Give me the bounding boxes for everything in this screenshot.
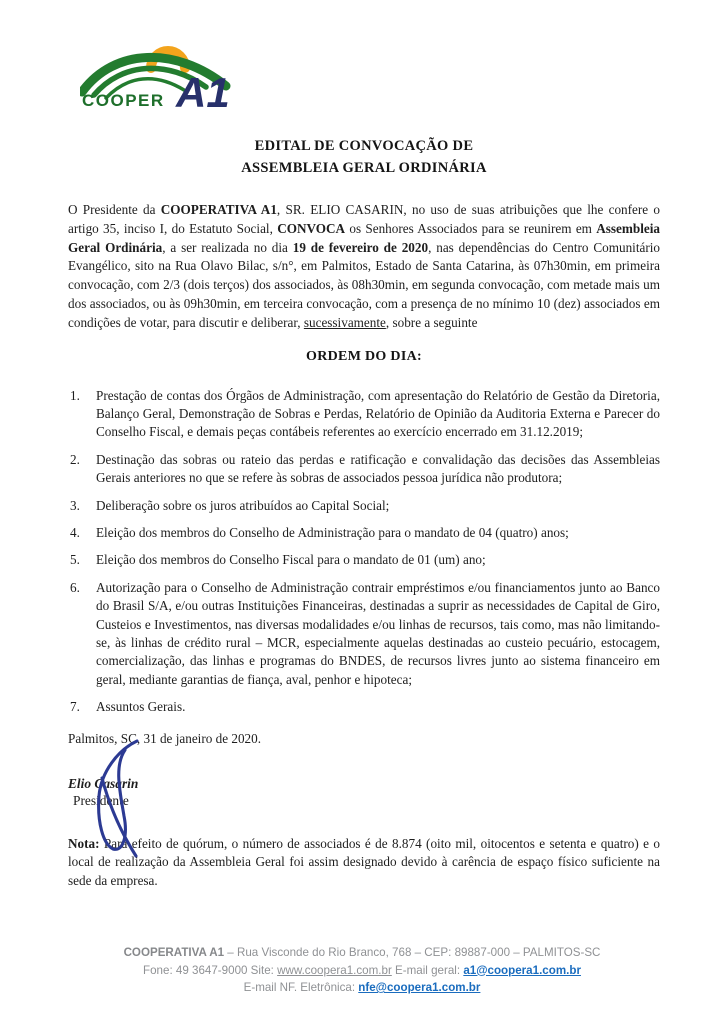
signer-role: Presidente — [73, 792, 129, 808]
agenda-list — [68, 387, 660, 717]
footer — [0, 944, 724, 997]
logo-a1-text: A1 — [176, 69, 230, 108]
document-title — [68, 135, 660, 179]
footer-line-nfe — [0, 979, 724, 997]
text-segment: Fone: 49 3647-9000 Site: — [143, 963, 278, 977]
text-segment: os Senhores Associados para se reunirem em — [345, 220, 597, 236]
cooper-a1-logo — [80, 30, 260, 108]
text-segment: , sobre a seguinte — [385, 314, 478, 330]
footer-link[interactable]: www.coopera1.com.br — [277, 963, 392, 977]
nota-paragraph — [68, 835, 660, 891]
logo-cooper-text: COOPER — [82, 91, 165, 108]
agenda-item-3: Deliberação sobre os juros atribuídos ao Capital Social; — [96, 497, 390, 513]
text-segment: – Rua Visconde do Rio Branco, 768 – CEP: 89887-000 – PALMITOS-SC — [224, 946, 601, 959]
text-segment: 19 de fevereiro de 2020 — [292, 239, 429, 255]
signer-name: Elio Casarin — [68, 775, 139, 791]
signature-block — [68, 775, 660, 809]
text-segment: E-mail geral: — [391, 963, 464, 977]
footer-link[interactable]: nfe@coopera1.com.br — [358, 981, 481, 994]
agenda-item-1: Prestação de contas dos Órgãos de Administração, com apresentação do Relatório de Gestão da Diretoria, Balanço Geral, Demonstração de Sobras e Perdas, Relatório de Opinião da Auditoria Externa e Parecer do Conselho Fiscal, e demais peças contábeis referentes ao exercício encerrado em 31.12.2019; — [96, 387, 660, 440]
text-segment: COOPERATIVA A1 — [123, 946, 225, 959]
text-segment: Para efeito de quórum, o número de associados é de 8.874 (oito mil, oitocentos e setenta e quatro) e o local de realização da Assembleia Geral foi assim designado devido à carência de espaço físico suficiente na sede da empresa. — [68, 835, 660, 889]
title-line-1: EDITAL DE CONVOCAÇÃO DE — [254, 138, 474, 154]
text-segment: O Presidente da — [68, 202, 161, 217]
text-segment: CONVOCA — [277, 220, 346, 236]
text-segment: Nota: — [68, 835, 100, 851]
agenda-item-4: Eleição dos membros do Conselho de Administração para o mandato de 04 (quatro) anos; — [96, 525, 569, 541]
agenda-item-6: Autorização para o Conselho de Administração contrair empréstimos e/ou financiamentos junto ao Banco do Brasil S/A, e/ou outras Instituições Financeiras, destinadas a suprir as necessidades de Capital de Giro, Custeios e Investimentos, nas diversas modalidades e/ou linhas de recursos, tais como, mas não limitando-se, às linhas de crédito rural – MCR, especialmente aquelas destinadas ao custeio pecuário, estocagem, comercialização, das linhas e programas do BNDES, de recursos livres junto ao sistema financeiro em geral, mediante garantias de fiança, aval, penhor e hipoteca; — [96, 579, 660, 687]
footer-line-contact — [0, 962, 724, 980]
footer-line-address — [0, 944, 724, 962]
footer-link[interactable]: a1@coopera1.com.br — [463, 963, 581, 977]
text-segment: sucessivamente — [303, 314, 386, 330]
dateline: Palmitos, SC, 31 de janeiro de 2020. — [68, 730, 262, 746]
agenda-item-2: Destinação das sobras ou rateio das perdas e ratificação e convalidação das decisões das Assembleias Gerais anteriores no que se refere às sobras de associados pessoa jurídica não produtora; — [96, 451, 660, 486]
intro-paragraph — [68, 201, 660, 333]
title-line-2: ASSEMBLEIA GERAL ORDINÁRIA — [241, 160, 487, 176]
agenda-item-5: Eleição dos membros do Conselho Fiscal para o mandato de 01 (um) ano; — [96, 552, 486, 568]
text-segment: , a ser realizada no dia — [162, 239, 293, 255]
agenda-item-7: Assuntos Gerais. — [96, 699, 186, 715]
text-segment: Assembleia Geral Ordinária — [68, 220, 660, 255]
text-segment: , SR. ELIO CASARIN, no uso de suas atribuições que lhe confere o artigo 35, inciso I, do Estatuto Social, — [68, 202, 660, 236]
text-segment: E-mail NF. Eletrônica: — [243, 981, 359, 994]
text-segment: , nas dependências do Centro Comunitário Evangélico, sito na Rua Olavo Bilac, s/n°, em Palmitos, Estado de Santa Catarina, às 07h30min, em primeira convocação, com 2/3 (dois terços) dos associados, às 08h30min, em segunda convocação, com metade mais um dos associados, ou às 09h30min, em terceira convocação, com a presença de no mínimo 10 (dez) associados em condições de votar, para discutir e deliberar, — [68, 239, 660, 330]
text-segment: COOPERATIVA A1 — [160, 202, 277, 217]
agenda-heading: ORDEM DO DIA: — [306, 348, 422, 364]
